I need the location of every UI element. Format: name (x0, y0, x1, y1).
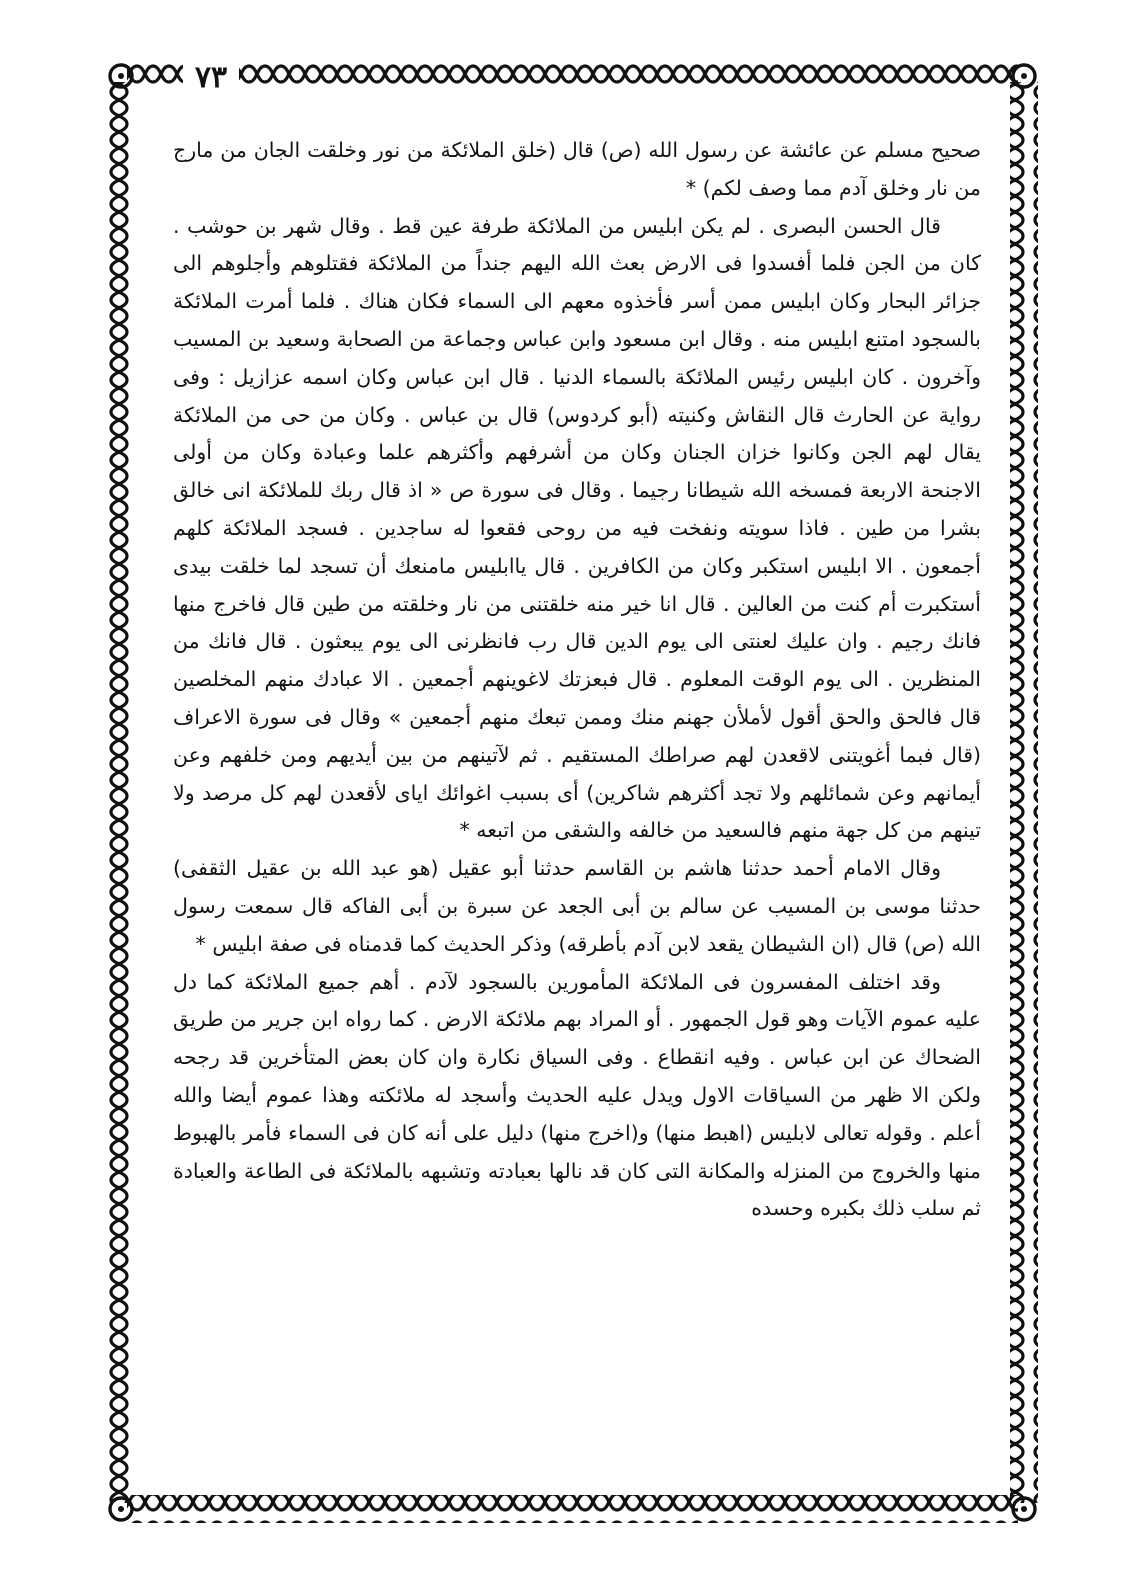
page-frame (105, 60, 1040, 1525)
paragraph: قال الحسن البصرى . لم يكن ابليس من الملائكة طرفة عين قط . وقال شهر بن حوشب . كان من الجن فلما أفسدوا فى الارض بعث الله اليهم جنداً من الملائكة فقتلوهم وأجلوهم الى جزائر البحار وكان ابليس ممن أسر فأخذوه معهم الى السماء فكان هناك . فلما أمرت الملائكة بالسجود امتنع ابليس منه . وقال ابن مسعود وابن عباس وجماعة من الصحابة وسعيد بن المسيب وآخرون . كان ابليس رئيس الملائكة بالسماء الدنيا . قال ابن عباس وكان اسمه عزازيل : وفى رواية عن الحارث قال النقاش وكنيته (أبو كردوس) قال بن عباس . وكان من حى من الملائكة يقال لهم الجن وكانوا خزان الجنان وكان من أشرفهم وأكثرهم علما وعبادة وكان من أولى الاجنحة الاربعة فمسخه الله شيطانا رجيما . وقال فى سورة ص « اذ قال ربك للملائكة انى خالق بشرا من طين . فاذا سويته ونفخت فيه من روحى فقعوا له ساجدين . فسجد الملائكة كلهم أجمعون . الا ابليس استكبر وكان من الكافرين . قال ياابليس مامنعك أن تسجد لما خلقت بيدى أستكبرت أم كنت من العالين . قال انا خير منه خلقتنى من نار وخلقته من طين قال فاخرج منها فانك رجيم . وان عليك لعنتى الى يوم الدين قال رب فانظرنى الى يوم يبعثون . قال فانك من المنظرين . الى يوم الوقت المعلوم . قال فبعزتك لاغوينهم أجمعين . الا عبادك منهم المخلصين قال فالحق والحق أقول لأملأن جهنم منك وممن تبعك منهم أجمعين » وقال فى سورة الاعراف (قال فبما أغويتنى لاقعدن لهم صراطك المستقيم . ثم لآتينهم من بين أيديهم ومن خلفهم وعن أيمانهم وعن شمائلهم ولا تجد أكثرهم شاكرين) أى بسبب اغوائك اياى لأقعدن لهم كل مرصد ولا تينهم من كل جهة منهم فالسعيد من خالفه والشقى من اتبعه * (173, 213, 981, 843)
page-number: ٧٣ (183, 60, 239, 96)
page-text (173, 132, 981, 1462)
paragraph: وقال الامام أحمد حدثنا هاشم بن القاسم حدثنا أبو عقيل (هو عبد الله بن عقيل الثقفى) حدثنا موسى بن المسيب عن سالم بن أبى الجعد عن سبرة بن أبى الفاكه قال سمعت رسول الله (ص) قال (ان الشيطان يقعد لابن آدم بأطرقه) وذكر الحديث كما قدمناه فى صفة ابليس * (173, 856, 981, 956)
paragraph: صحيح مسلم عن عائشة عن رسول الله (ص) قال (خلق الملائكة من نور وخلقت الجان من مارج من نار وخلق آدم مما وصف لكم) * (173, 138, 981, 200)
paragraph: وقد اختلف المفسرون فى الملائكة المأمورين بالسجود لآدم . أهم جميع الملائكة كما دل عليه عموم الآيات وهو قول الجمهور . أو المراد بهم ملائكة الارض . كما رواه ابن جرير من طريق الضحاك عن ابن عباس . وفيه انقطاع . وفى السياق نكارة وان كان بعض المتأخرين قد رجحه ولكن الا ظهر من السياقات الاول ويدل عليه الحديث وأسجد له ملائكته وهذا عموم أيضا والله أعلم . وقوله تعالى لابليس (اهبط منها) و(اخرج منها) دليل على أنه كان فى السماء فأمر بالهبوط منها والخروج من المنزله والمكانة التى كان قد نالها بعبادته وتشبهه بالملائكة فى الطاعة والعبادة ثم سلب ذلك بكبره وحسده (173, 969, 981, 1221)
